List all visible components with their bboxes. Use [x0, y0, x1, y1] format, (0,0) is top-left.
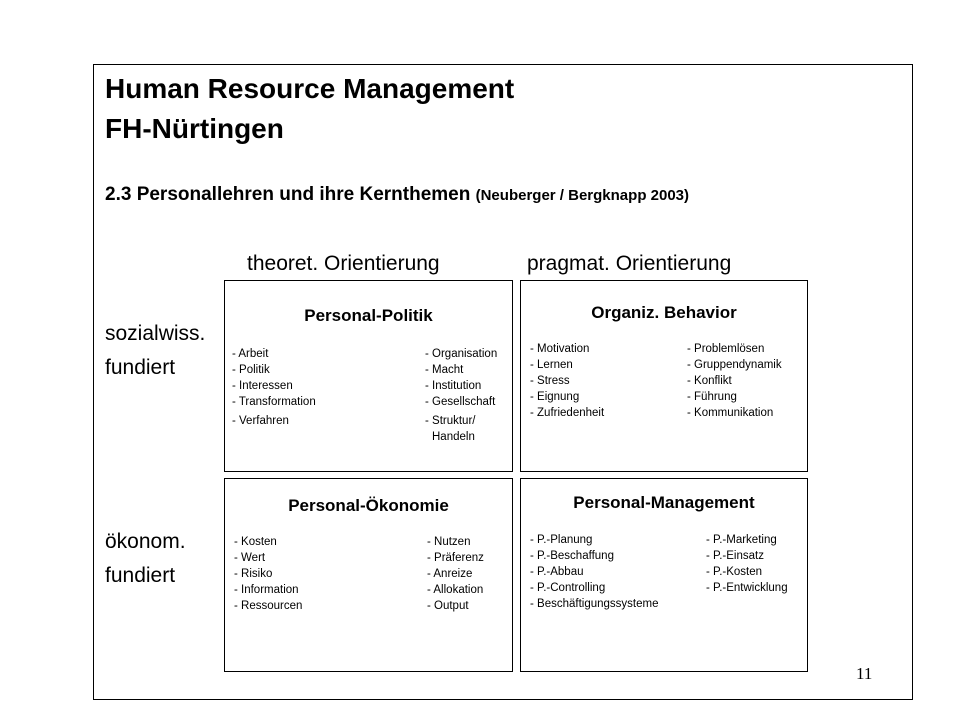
row-label-social-line1: sozialwiss. — [105, 322, 206, 345]
topic-list-left — [232, 346, 316, 429]
list-item: - P.-Entwicklung — [706, 582, 788, 594]
list-item: - Kosten — [234, 536, 277, 548]
list-item: - Konflikt — [687, 375, 732, 387]
list-item: - Führung — [687, 391, 737, 403]
row-label-social-line2: fundiert — [105, 356, 176, 379]
list-item: - P.-Planung — [530, 534, 593, 546]
list-item: - P.-Beschaffung — [530, 550, 614, 562]
topic-list-right — [427, 534, 484, 614]
list-item: - Gesellschaft — [425, 396, 496, 408]
topic-list-left — [530, 532, 658, 612]
list-item: - P.-Kosten — [706, 566, 763, 578]
topic-list-right — [425, 346, 497, 445]
list-item: - Nutzen — [427, 536, 471, 548]
list-item: - Risiko — [234, 568, 273, 580]
topic-list-right — [706, 532, 788, 596]
list-item: - Struktur/ — [425, 415, 476, 427]
list-item: - Beschäftigungssysteme — [530, 598, 659, 610]
box-title: Personal-Management — [573, 493, 755, 512]
list-item: - Ressourcen — [234, 600, 303, 612]
list-item: - Lernen — [530, 359, 573, 371]
list-item: - Stress — [530, 375, 570, 387]
subtitle-reference: (Neuberger / Bergknapp 2003) — [475, 187, 690, 204]
list-item: - Macht — [425, 364, 464, 376]
column-header-pragmatic: pragmat. Orientierung — [527, 252, 732, 275]
slide-title-line1: Human Resource Management — [105, 73, 515, 104]
page-number: 11 — [856, 664, 873, 683]
subtitle-text: 2.3 Personallehren und ihre Kernthemen — [105, 184, 471, 205]
list-item: - P.-Einsatz — [706, 550, 764, 562]
column-header-theoretical: theoret. Orientierung — [247, 252, 440, 275]
topic-list-left — [530, 341, 604, 421]
list-item: - Verfahren — [232, 415, 289, 427]
section-subtitle — [105, 184, 689, 206]
list-item: - Output — [427, 600, 469, 612]
row-label-economic — [105, 525, 186, 593]
list-item: - P.-Abbau — [530, 566, 584, 578]
list-item: - Problemlösen — [687, 343, 765, 355]
box-personal-management — [520, 478, 808, 672]
box-personal-oekonomie — [224, 478, 513, 672]
list-item: - Motivation — [530, 343, 590, 355]
list-item: - Anreize — [427, 568, 473, 580]
list-item: - Organisation — [425, 348, 498, 360]
list-item: - Präferenz — [427, 552, 484, 564]
list-item: - Transformation — [232, 396, 316, 408]
box-title: Personal-Politik — [304, 306, 433, 325]
list-item: - Politik — [232, 364, 270, 376]
list-item: Handeln — [432, 431, 475, 443]
list-item: - Information — [234, 584, 299, 596]
row-label-economic-line2: fundiert — [105, 564, 176, 587]
row-label-social — [105, 317, 205, 385]
list-item: - Wert — [234, 552, 266, 564]
list-item: - Allokation — [427, 584, 484, 596]
row-label-economic-line1: ökonom. — [105, 530, 186, 553]
list-item: - Gruppendynamik — [687, 359, 782, 371]
topic-list-right — [687, 341, 782, 421]
list-item: - P.-Controlling — [530, 582, 606, 594]
box-title: Personal-Ökonomie — [288, 496, 449, 515]
box-personal-politik — [224, 280, 513, 472]
list-item: - P.-Marketing — [706, 534, 777, 546]
slide-title-line2: FH-Nürtingen — [105, 113, 284, 144]
list-item: - Arbeit — [232, 348, 269, 360]
list-item: - Zufriedenheit — [530, 407, 605, 419]
list-item: - Eignung — [530, 391, 580, 403]
box-title: Organiz. Behavior — [591, 303, 737, 322]
topic-list-left — [234, 534, 302, 614]
box-organiz-behavior — [520, 280, 808, 472]
list-item: - Kommunikation — [687, 407, 774, 419]
list-item: - Institution — [425, 380, 482, 392]
list-item: - Interessen — [232, 380, 293, 392]
